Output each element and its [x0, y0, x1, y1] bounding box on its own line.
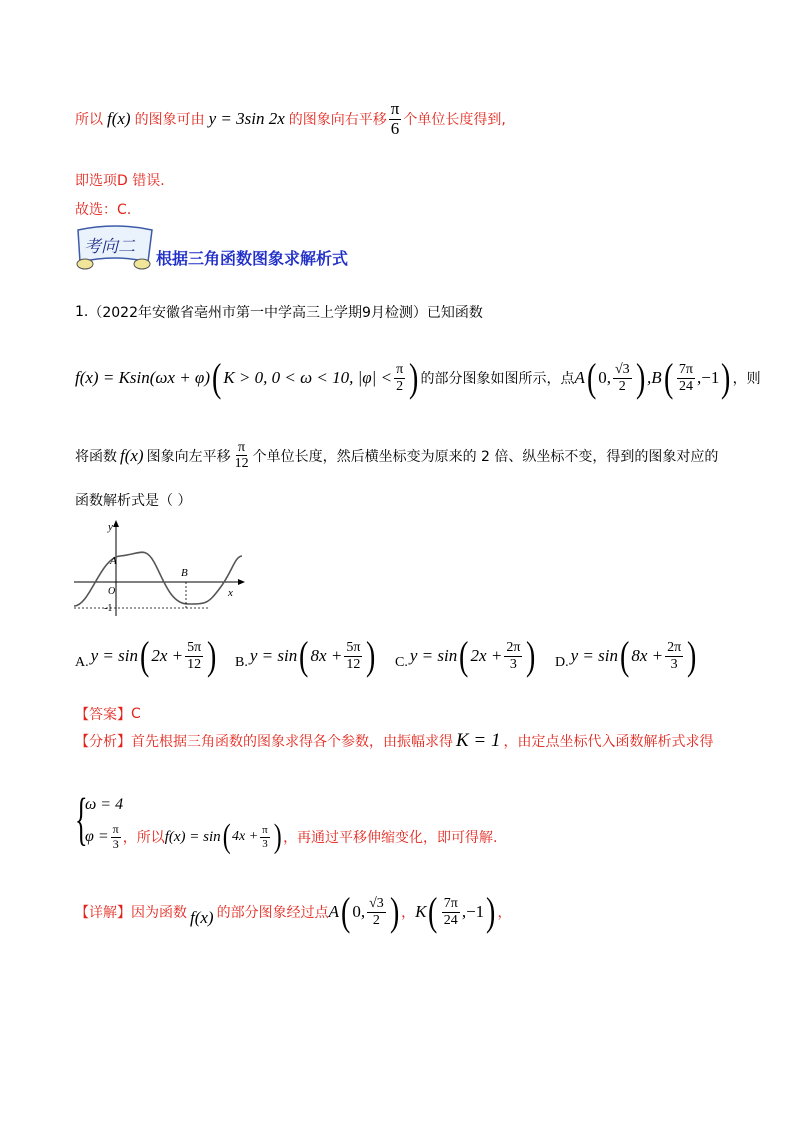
option-label: C. [395, 655, 408, 670]
neg1-label: -1 [104, 603, 113, 614]
option-inner: 2x + [151, 646, 184, 665]
numerator: √3 [614, 362, 630, 378]
text: 的部分图象经过点 [216, 905, 329, 921]
denominator: 3 [509, 656, 517, 672]
fraction [185, 640, 203, 672]
option-func: y = sin [90, 646, 138, 665]
numerator: 2π [667, 640, 682, 656]
paren-right: ) [635, 355, 645, 400]
math-fx: f(x) [120, 445, 144, 465]
brace-left: { [75, 786, 88, 851]
paren-left: ( [619, 633, 630, 678]
point-coord: 0, [598, 368, 611, 387]
condition: K > 0, 0 < ω < 10, |φ| < [223, 368, 393, 387]
paren-left: ( [139, 633, 150, 678]
paren-right: ) [366, 633, 376, 678]
numerator: π [262, 824, 268, 837]
text: 的图象向右平移 [288, 112, 387, 129]
option-inner: 2x + [470, 646, 503, 665]
fraction [344, 640, 362, 672]
point-coord: ,−1 [697, 368, 720, 387]
function-definition: f(x) = Ksin(ωx + φ) [75, 368, 210, 387]
text: ， [497, 905, 512, 921]
x-axis-arrow [238, 579, 245, 585]
option-d[interactable] [555, 633, 715, 678]
option-inner: 8x + [310, 646, 343, 665]
answer-value: C [131, 706, 141, 722]
question-line3 [75, 440, 718, 472]
math-fx: f(x) = sin [164, 828, 221, 845]
point-label: A [574, 368, 585, 387]
text: 因为函数 [131, 905, 187, 921]
paren-left: ( [459, 633, 469, 678]
denominator: 2 [618, 378, 626, 394]
denominator: 24 [443, 912, 458, 928]
denominator: 2 [396, 378, 404, 394]
paren-right: ) [273, 818, 282, 855]
numerator: √3 [369, 896, 384, 912]
denominator: 3 [262, 837, 268, 850]
paren-right: ) [486, 889, 496, 934]
option-func: y = sin [409, 646, 458, 665]
text: 的部分图象如图所示，点 [420, 371, 575, 387]
text: 个单位长度，然后横坐标变为原来的 2 倍、纵坐标不变，得到的图象对应的 [252, 448, 719, 465]
math-fx: f(x) [190, 908, 214, 927]
analysis-label: 【分析】 [75, 734, 131, 750]
fraction [504, 640, 522, 672]
numerator: π [396, 362, 404, 378]
denominator: 12 [346, 656, 361, 672]
paren-left: ( [428, 889, 438, 934]
point-label: A [328, 902, 339, 921]
fraction [367, 896, 386, 928]
sine-curve [74, 552, 242, 606]
option-b[interactable] [235, 633, 395, 678]
paren-left: ( [211, 355, 222, 400]
question-line4: 函数解析式是（ ） [75, 493, 192, 509]
numerator: π [112, 822, 119, 837]
text: ， [401, 905, 416, 921]
option-a[interactable] [75, 633, 235, 678]
option-func: y = sin [249, 646, 298, 665]
prev-solution-line1 [75, 100, 506, 138]
text: 所以 [75, 112, 103, 129]
numerator: 5π [187, 640, 202, 656]
numerator: 7π [443, 896, 458, 912]
point-coord: 0, [352, 902, 366, 921]
numerator: π [238, 440, 246, 455]
prev-solution-line3: 故选：C. [75, 202, 132, 218]
option-c[interactable] [395, 633, 555, 678]
paren-left: ( [222, 818, 231, 855]
option-func: y = sin [570, 646, 618, 665]
question-source-line [75, 302, 483, 322]
numerator: π [390, 99, 400, 118]
denominator: 3 [112, 836, 119, 851]
paren-right: ) [721, 355, 731, 400]
text: 图象向左平移 [146, 448, 231, 465]
paren-right: ) [409, 355, 419, 400]
fraction [613, 362, 632, 394]
x-label: x [228, 587, 233, 599]
text: 首先根据三角函数的图象求得各个参数，由振幅求得 [131, 734, 453, 750]
option-inner: 8x + [631, 646, 664, 665]
y-axis-arrow [113, 520, 119, 527]
question-formula-line [75, 355, 761, 400]
fraction [677, 362, 695, 394]
text: ，所以 [122, 830, 165, 846]
y-label: y [108, 521, 113, 533]
point-label: ,B [646, 368, 662, 387]
paren-left: ( [340, 889, 351, 934]
sine-graph [70, 518, 250, 618]
fraction [260, 824, 270, 849]
numerator: 2π [506, 640, 521, 656]
math-inner: 4x + [232, 829, 259, 844]
phi-row [85, 820, 498, 854]
section-header [70, 224, 370, 274]
paren-right: ) [526, 633, 536, 678]
B-label: B [181, 567, 188, 579]
denominator: 2 [372, 912, 380, 928]
question-source: （2022年安徽省亳州市第一中学高三上学期9月检测）已知函数 [88, 305, 483, 321]
option-label: B. [235, 655, 248, 670]
answer-line [75, 704, 141, 724]
text: 将函数 [75, 448, 117, 465]
origin-label: O [108, 586, 116, 597]
point-coord: ,−1 [461, 902, 485, 921]
options-row [75, 633, 715, 678]
paren-left: ( [663, 355, 673, 400]
fraction [442, 896, 460, 928]
section-title: 根据三角函数图象求解析式 [156, 249, 349, 268]
fraction [389, 100, 402, 138]
phi-eq: φ = [85, 828, 109, 845]
A-label: A [110, 555, 117, 567]
math-fx: f(x) [107, 109, 131, 129]
answer-label: 【答案】 [75, 707, 131, 723]
text: ，则 [732, 371, 761, 387]
detail-label: 【详解】 [75, 905, 131, 921]
paren-left: ( [586, 355, 597, 400]
text: ，再通过平移伸缩变化，即可得解. [283, 830, 498, 846]
fraction [665, 640, 683, 672]
paren-left: ( [299, 633, 309, 678]
denominator: 3 [670, 656, 678, 672]
numerator: 5π [346, 640, 361, 656]
badge-text: 考向二 [84, 237, 135, 257]
paren-right: ) [687, 633, 697, 678]
math-eq: y = 3sin 2x [208, 109, 285, 129]
option-label: A. [75, 655, 89, 670]
denominator: 24 [678, 378, 693, 394]
denominator: 12 [187, 656, 202, 672]
prev-solution-line2: 即选项D 错误. [75, 173, 165, 189]
omega-eq: ω = 4 [85, 796, 124, 813]
denominator: 6 [390, 118, 400, 138]
paren-right: ) [389, 889, 400, 934]
paren-right: ) [207, 633, 217, 678]
option-label: D. [555, 655, 569, 670]
point-label: K [415, 902, 427, 921]
detail-line [75, 889, 512, 934]
fraction [233, 440, 251, 472]
question-number: 1. [75, 304, 89, 320]
denominator: 12 [234, 456, 249, 472]
text: 个单位长度得到, [403, 112, 506, 129]
fraction [394, 362, 405, 394]
text: 的图象可由 [134, 112, 205, 129]
fraction [111, 823, 121, 850]
analysis-line1 [75, 730, 714, 752]
text: ，由定点坐标代入函数解析式求得 [503, 734, 714, 750]
math-k: K = 1 [456, 730, 501, 751]
numerator: 7π [678, 362, 693, 378]
